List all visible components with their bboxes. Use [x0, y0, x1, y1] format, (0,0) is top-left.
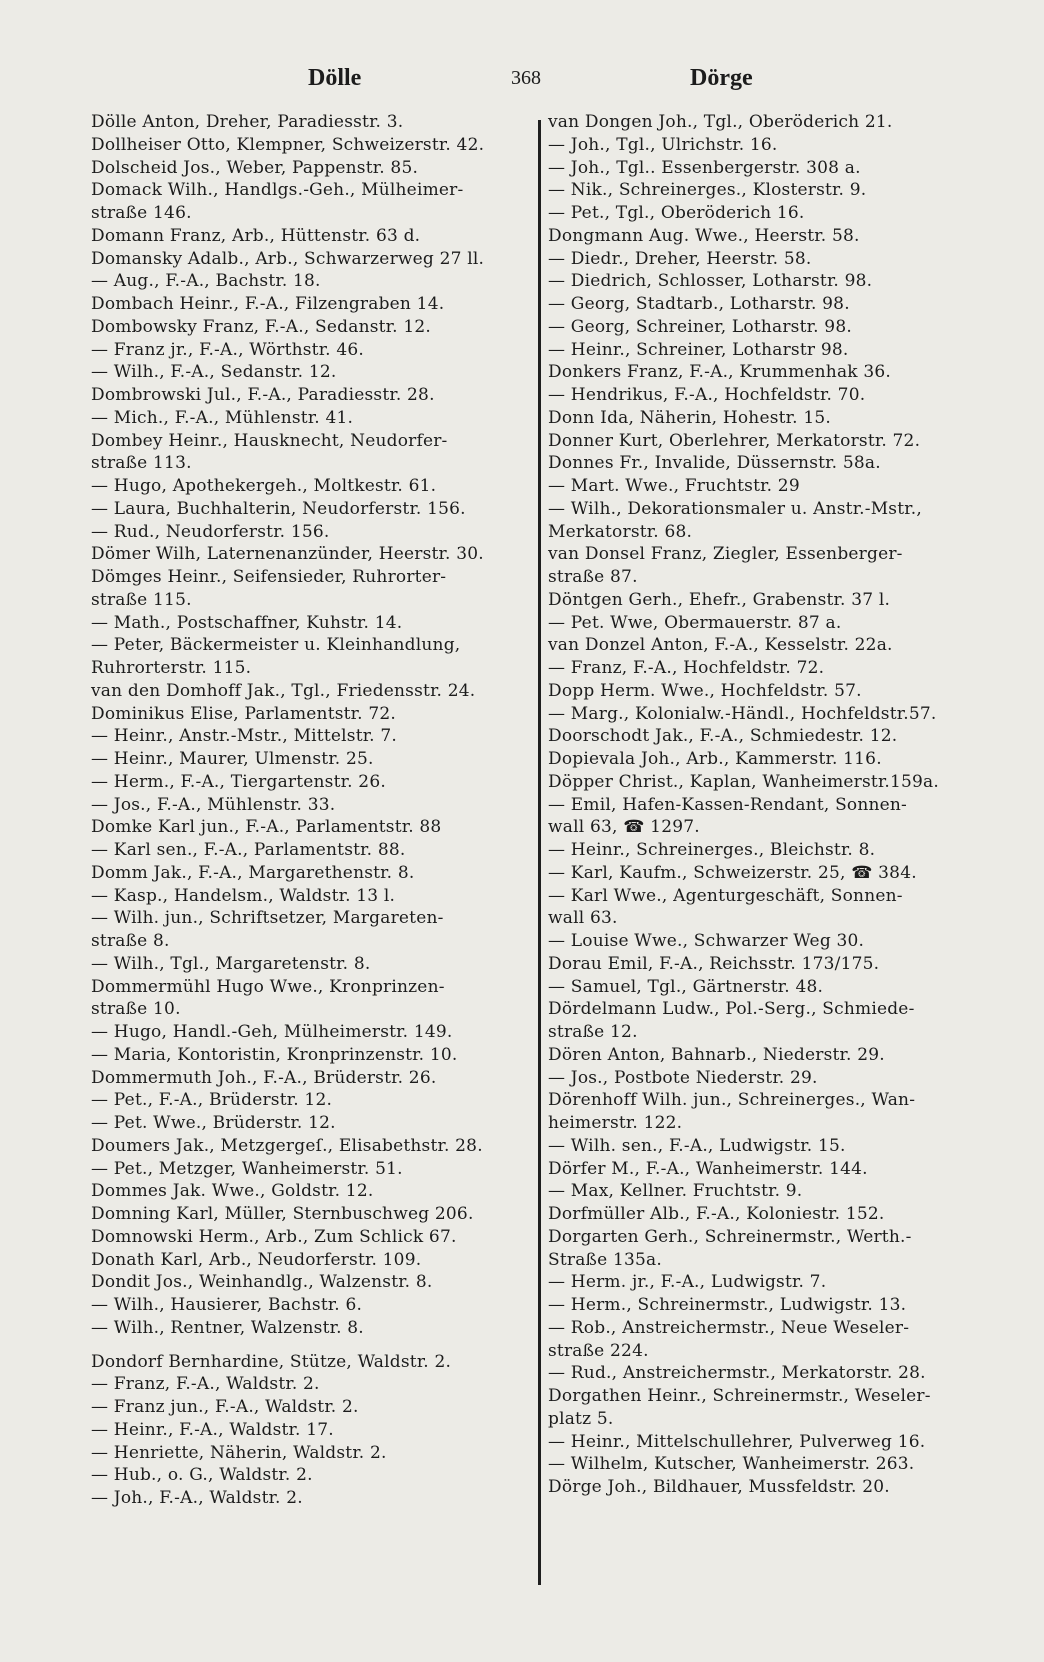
directory-entry: — Rud., Anstreichermstr., Merkatorstr. 28. [548, 1363, 926, 1384]
directory-entry: Donath Karl, Arb., Neudorferstr. 109. [91, 1249, 422, 1270]
directory-entry: — Rob., Anstreichermstr., Neue Weseler- [548, 1317, 910, 1338]
directory-entry: — Pet., F.-A., Brüderstr. 12. [91, 1090, 333, 1111]
directory-entry: — Aug., F.-A., Bachstr. 18. [91, 271, 321, 292]
directory-entry: van den Domhoff Jak., Tgl., Friedensstr. 24. [91, 680, 476, 701]
directory-entry: straße 146. [91, 203, 192, 223]
directory-entry: — Hendrikus, F.-A., Hochfeldstr. 70. [548, 385, 866, 405]
directory-entry: — Heinr., Schreiner, Lotharstr 98. [548, 339, 849, 360]
directory-entry: — Herm. jr., F.-A., Ludwigstr. 7. [548, 1272, 827, 1293]
directory-entry: — Diedrich, Schlosser, Lotharstr. 98. [548, 271, 873, 292]
directory-entry: — Samuel, Tgl., Gärtnerstr. 48. [548, 976, 824, 997]
directory-entry: Doumers Jak., Metzgergeſ., Elisabethstr. 28. [91, 1135, 483, 1156]
directory-entry: Ruhrorterstr. 115. [91, 658, 252, 678]
directory-entry: Dongmann Aug. Wwe., Heerstr. 58. [548, 225, 860, 246]
directory-entry: Dörge Joh., Bildhauer, Mussfeldstr. 20. [548, 1477, 890, 1497]
directory-entry: Dopievala Joh., Arb., Kammerstr. 116. [548, 749, 882, 769]
directory-entry: Straße 135a. [548, 1249, 662, 1270]
directory-entry: — Heinr., Schreinerges., Bleichstr. 8. [548, 840, 876, 860]
directory-entry: Dömer Wilh, Laternenanzünder, Heerstr. 30. [91, 544, 484, 565]
directory-entry: Doorschodt Jak., F.-A., Schmiedestr. 12. [548, 726, 898, 747]
directory-entry: — Max, Kellner. Fruchtstr. 9. [548, 1181, 803, 1202]
directory-entry: — Herm., F.-A., Tiergartenstr. 26. [91, 771, 386, 792]
directory-entry: — Wilh., Dekorationsmaler u. Anstr.-Mstr., [548, 498, 922, 519]
directory-entry: Donnes Fr., Invalide, Düssernstr. 58a. [548, 453, 881, 474]
directory-entry: — Louise Wwe., Schwarzer Weg 30. [548, 931, 865, 951]
directory-entry: Dömges Heinr., Seifensieder, Ruhrorter- [91, 567, 447, 587]
directory-entry: wall 63. [548, 908, 618, 929]
directory-entry: Domann Franz, Arb., Hüttenstr. 63 d. [91, 225, 421, 246]
directory-entry: straße 10. [91, 999, 181, 1020]
directory-entry: Dopp Herm. Wwe., Hochfeldstr. 57. [548, 680, 862, 701]
directory-entry: Dombowsky Franz, F.-A., Sedanstr. 12. [91, 316, 431, 337]
directory-entry: — Jos., F.-A., Mühlenstr. 33. [91, 794, 336, 815]
directory-entry: Domansky Adalb., Arb., Schwarzerweg 27 ll. [91, 248, 485, 269]
directory-entry: — Heinr., F.-A., Waldstr. 17. [91, 1419, 334, 1440]
directory-entry: — Heinr., Anstr.-Mstr., Mittelstr. 7. [91, 726, 398, 747]
directory-entry: — Karl, Kaufm., Schweizerstr. 25, ☎ 384. [548, 862, 917, 883]
directory-entry: — Franz, F.-A., Waldstr. 2. [91, 1374, 320, 1395]
directory-entry: Dondit Jos., Weinhandlg., Walzenstr. 8. [91, 1272, 433, 1293]
directory-entry: Dombach Heinr., F.-A., Filzengraben 14. [91, 294, 445, 314]
directory-entry: — Wilh., Tgl., Margaretenstr. 8. [91, 953, 371, 974]
column-divider [538, 120, 541, 1585]
directory-entry: — Emil, Hafen-Kassen-Rendant, Sonnen- [548, 794, 908, 815]
directory-entry: — Wilh., F.-A., Sedanstr. 12. [91, 362, 337, 383]
directory-entry: straße 87. [548, 567, 638, 587]
directory-entry: Dondorf Bernhardine, Stütze, Waldstr. 2. [91, 1351, 452, 1372]
directory-entry: straße 113. [91, 453, 192, 474]
directory-entry: Dommes Jak. Wwe., Goldstr. 12. [91, 1181, 374, 1202]
directory-entry: — Maria, Kontoristin, Kronprinzenstr. 10. [91, 1044, 458, 1065]
directory-entry: heimerstr. 122. [548, 1113, 683, 1133]
directory-entry: Dollheiser Otto, Klempner, Schweizerstr. 42. [91, 134, 485, 155]
directory-entry: — Hub., o. G., Waldstr. 2. [91, 1465, 313, 1486]
directory-entry: — Wilh. sen., F.-A., Ludwigstr. 15. [548, 1135, 846, 1156]
directory-entry: Dören Anton, Bahnarb., Niederstr. 29. [548, 1044, 885, 1065]
directory-entry: Dommermuth Joh., F.-A., Brüderstr. 26. [91, 1067, 437, 1088]
directory-entry: platz 5. [548, 1408, 614, 1429]
directory-entry: Domning Karl, Müller, Sternbuschweg 206. [91, 1204, 474, 1224]
directory-entry: Dörfer M., F.-A., Wanheimerstr. 144. [548, 1158, 868, 1179]
directory-entry: van Dongen Joh., Tgl., Oberöderich 21. [548, 112, 893, 132]
right-column [548, 111, 975, 1499]
directory-entry: — Heinr., Mittelschullehrer, Pulverweg 16. [548, 1431, 926, 1452]
directory-entry: Dorgathen Heinr., Schreinermstr., Weseler- [548, 1386, 931, 1406]
directory-entry: — Pet. Wwe, Obermauerstr. 87 a. [548, 612, 842, 633]
directory-entry: — Georg, Stadtarb., Lotharstr. 98. [548, 294, 850, 314]
directory-entry: Dördelmann Ludw., Pol.-Serg., Schmiede- [548, 999, 915, 1020]
directory-entry: — Joh., Tgl., Ulrichstr. 16. [548, 134, 778, 155]
directory-entry: Dommermühl Hugo Wwe., Kronprinzen- [91, 976, 445, 997]
directory-entry: — Pet. Wwe., Brüderstr. 12. [91, 1113, 336, 1133]
directory-entry: Dorfmüller Alb., F.-A., Koloniestr. 152. [548, 1204, 885, 1224]
directory-entry: Merkatorstr. 68. [548, 521, 693, 542]
directory-entry: — Nik., Schreinerges., Klosterstr. 9. [548, 180, 867, 201]
directory-entry: Donn Ida, Näherin, Hohestr. 15. [548, 407, 831, 428]
directory-entry: straße 12. [548, 1022, 638, 1042]
directory-entry: — Rud., Neudorferstr. 156. [91, 521, 330, 542]
directory-entry: Döpper Christ., Kaplan, Wanheimerstr.159a. [548, 771, 939, 792]
directory-entry: — Wilh., Hausierer, Bachstr. 6. [91, 1295, 363, 1315]
directory-entry: — Joh., Tgl.. Essenbergerstr. 308 a. [548, 157, 861, 178]
directory-entry: van Donzel Anton, F.-A., Kesselstr. 22a. [548, 635, 893, 656]
directory-entry: — Mich., F.-A., Mühlenstr. 41. [91, 407, 354, 428]
running-head-left: Dölle [308, 65, 362, 91]
left-column [91, 111, 518, 1510]
directory-entry: Donner Kurt, Oberlehrer, Merkatorstr. 72. [548, 430, 921, 451]
directory-entry: — Wilh., Rentner, Walzenstr. 8. [91, 1317, 364, 1338]
directory-entry: Dorau Emil, F.-A., Reichsstr. 173/175. [548, 953, 880, 974]
directory-entry: — Peter, Bäckermeister u. Kleinhandlung, [91, 635, 461, 656]
page-number: 368 [511, 67, 541, 89]
directory-entry: Dominikus Elise, Parlamentstr. 72. [91, 703, 396, 724]
directory-entry: — Franz jr., F.-A., Wörthstr. 46. [91, 339, 365, 360]
directory-entry: — Georg, Schreiner, Lotharstr. 98. [548, 316, 852, 337]
directory-entry: — Math., Postschaffner, Kuhstr. 14. [91, 612, 403, 633]
directory-entry: Domack Wilh., Handlgs.-Geh., Mülheimer- [91, 180, 464, 201]
directory-entry: Domnowski Herm., Arb., Zum Schlick 67. [91, 1226, 457, 1247]
directory-entry: — Franz jun., F.-A., Waldstr. 2. [91, 1397, 359, 1417]
directory-entry: Dombey Heinr., Hausknecht, Neudorfer- [91, 430, 448, 451]
directory-entry: straße 115. [91, 589, 192, 610]
directory-entry: Dolscheid Jos., Weber, Pappenstr. 85. [91, 157, 419, 178]
directory-entry: — Heinr., Maurer, Ulmenstr. 25. [91, 749, 374, 769]
directory-entry: van Donsel Franz, Ziegler, Essenberger- [548, 544, 903, 565]
directory-entry: — Joh., F.-A., Waldstr. 2. [91, 1488, 303, 1508]
directory-entry: — Wilhelm, Kutscher, Wanheimerstr. 263. [548, 1454, 915, 1475]
directory-entry: — Franz, F.-A., Hochfeldstr. 72. [548, 658, 825, 678]
directory-entry: — Jos., Postbote Niederstr. 29. [548, 1067, 818, 1088]
directory-entry: straße 224. [548, 1340, 649, 1361]
directory-entry: Döntgen Gerh., Ehefr., Grabenstr. 37 l. [548, 589, 891, 610]
directory-entry: Donkers Franz, F.-A., Krummenhak 36. [548, 362, 892, 383]
directory-entry: — Karl sen., F.-A., Parlamentstr. 88. [91, 840, 406, 860]
directory-entry: — Karl Wwe., Agenturgeschäft, Sonnen- [548, 885, 903, 906]
running-head-right: Dörge [690, 65, 753, 91]
directory-entry: straße 8. [91, 931, 170, 951]
directory-entry: — Diedr., Dreher, Heerstr. 58. [548, 248, 812, 269]
directory-entry: — Herm., Schreinermstr., Ludwigstr. 13. [548, 1295, 907, 1315]
directory-entry: — Pet., Metzger, Wanheimerstr. 51. [91, 1158, 403, 1179]
directory-entry: — Pet., Tgl., Oberöderich 16. [548, 203, 805, 223]
directory-entry: — Hugo, Apothekergeh., Moltkestr. 61. [91, 476, 437, 496]
directory-entry: Domm Jak., F.-A., Margarethenstr. 8. [91, 862, 415, 883]
directory-entry: — Kasp., Handelsm., Waldstr. 13 l. [91, 885, 396, 906]
directory-entry: — Marg., Kolonialw.-Händl., Hochfeldstr.57. [548, 703, 937, 724]
directory-entry: — Mart. Wwe., Fruchtstr. 29 [548, 476, 800, 496]
directory-entry: Dombrowski Jul., F.-A., Paradiesstr. 28. [91, 385, 435, 405]
entry-gap [91, 1340, 518, 1351]
directory-entry: — Henriette, Näherin, Waldstr. 2. [91, 1442, 387, 1463]
directory-entry: Domke Karl jun., F.-A., Parlamentstr. 88 [91, 817, 442, 838]
directory-entry: Dorgarten Gerh., Schreinermstr., Werth.- [548, 1226, 912, 1247]
directory-entry: Dölle Anton, Dreher, Paradiesstr. 3. [91, 112, 404, 132]
directory-entry: — Laura, Buchhalterin, Neudorferstr. 156. [91, 498, 466, 519]
directory-entry: wall 63, ☎ 1297. [548, 817, 700, 838]
directory-entry: — Hugo, Handl.-Geh, Mülheimerstr. 149. [91, 1022, 453, 1042]
directory-entry: — Wilh. jun., Schriftsetzer, Margareten- [91, 908, 444, 929]
directory-entry: Dörenhoff Wilh. jun., Schreinerges., Wan- [548, 1090, 916, 1111]
